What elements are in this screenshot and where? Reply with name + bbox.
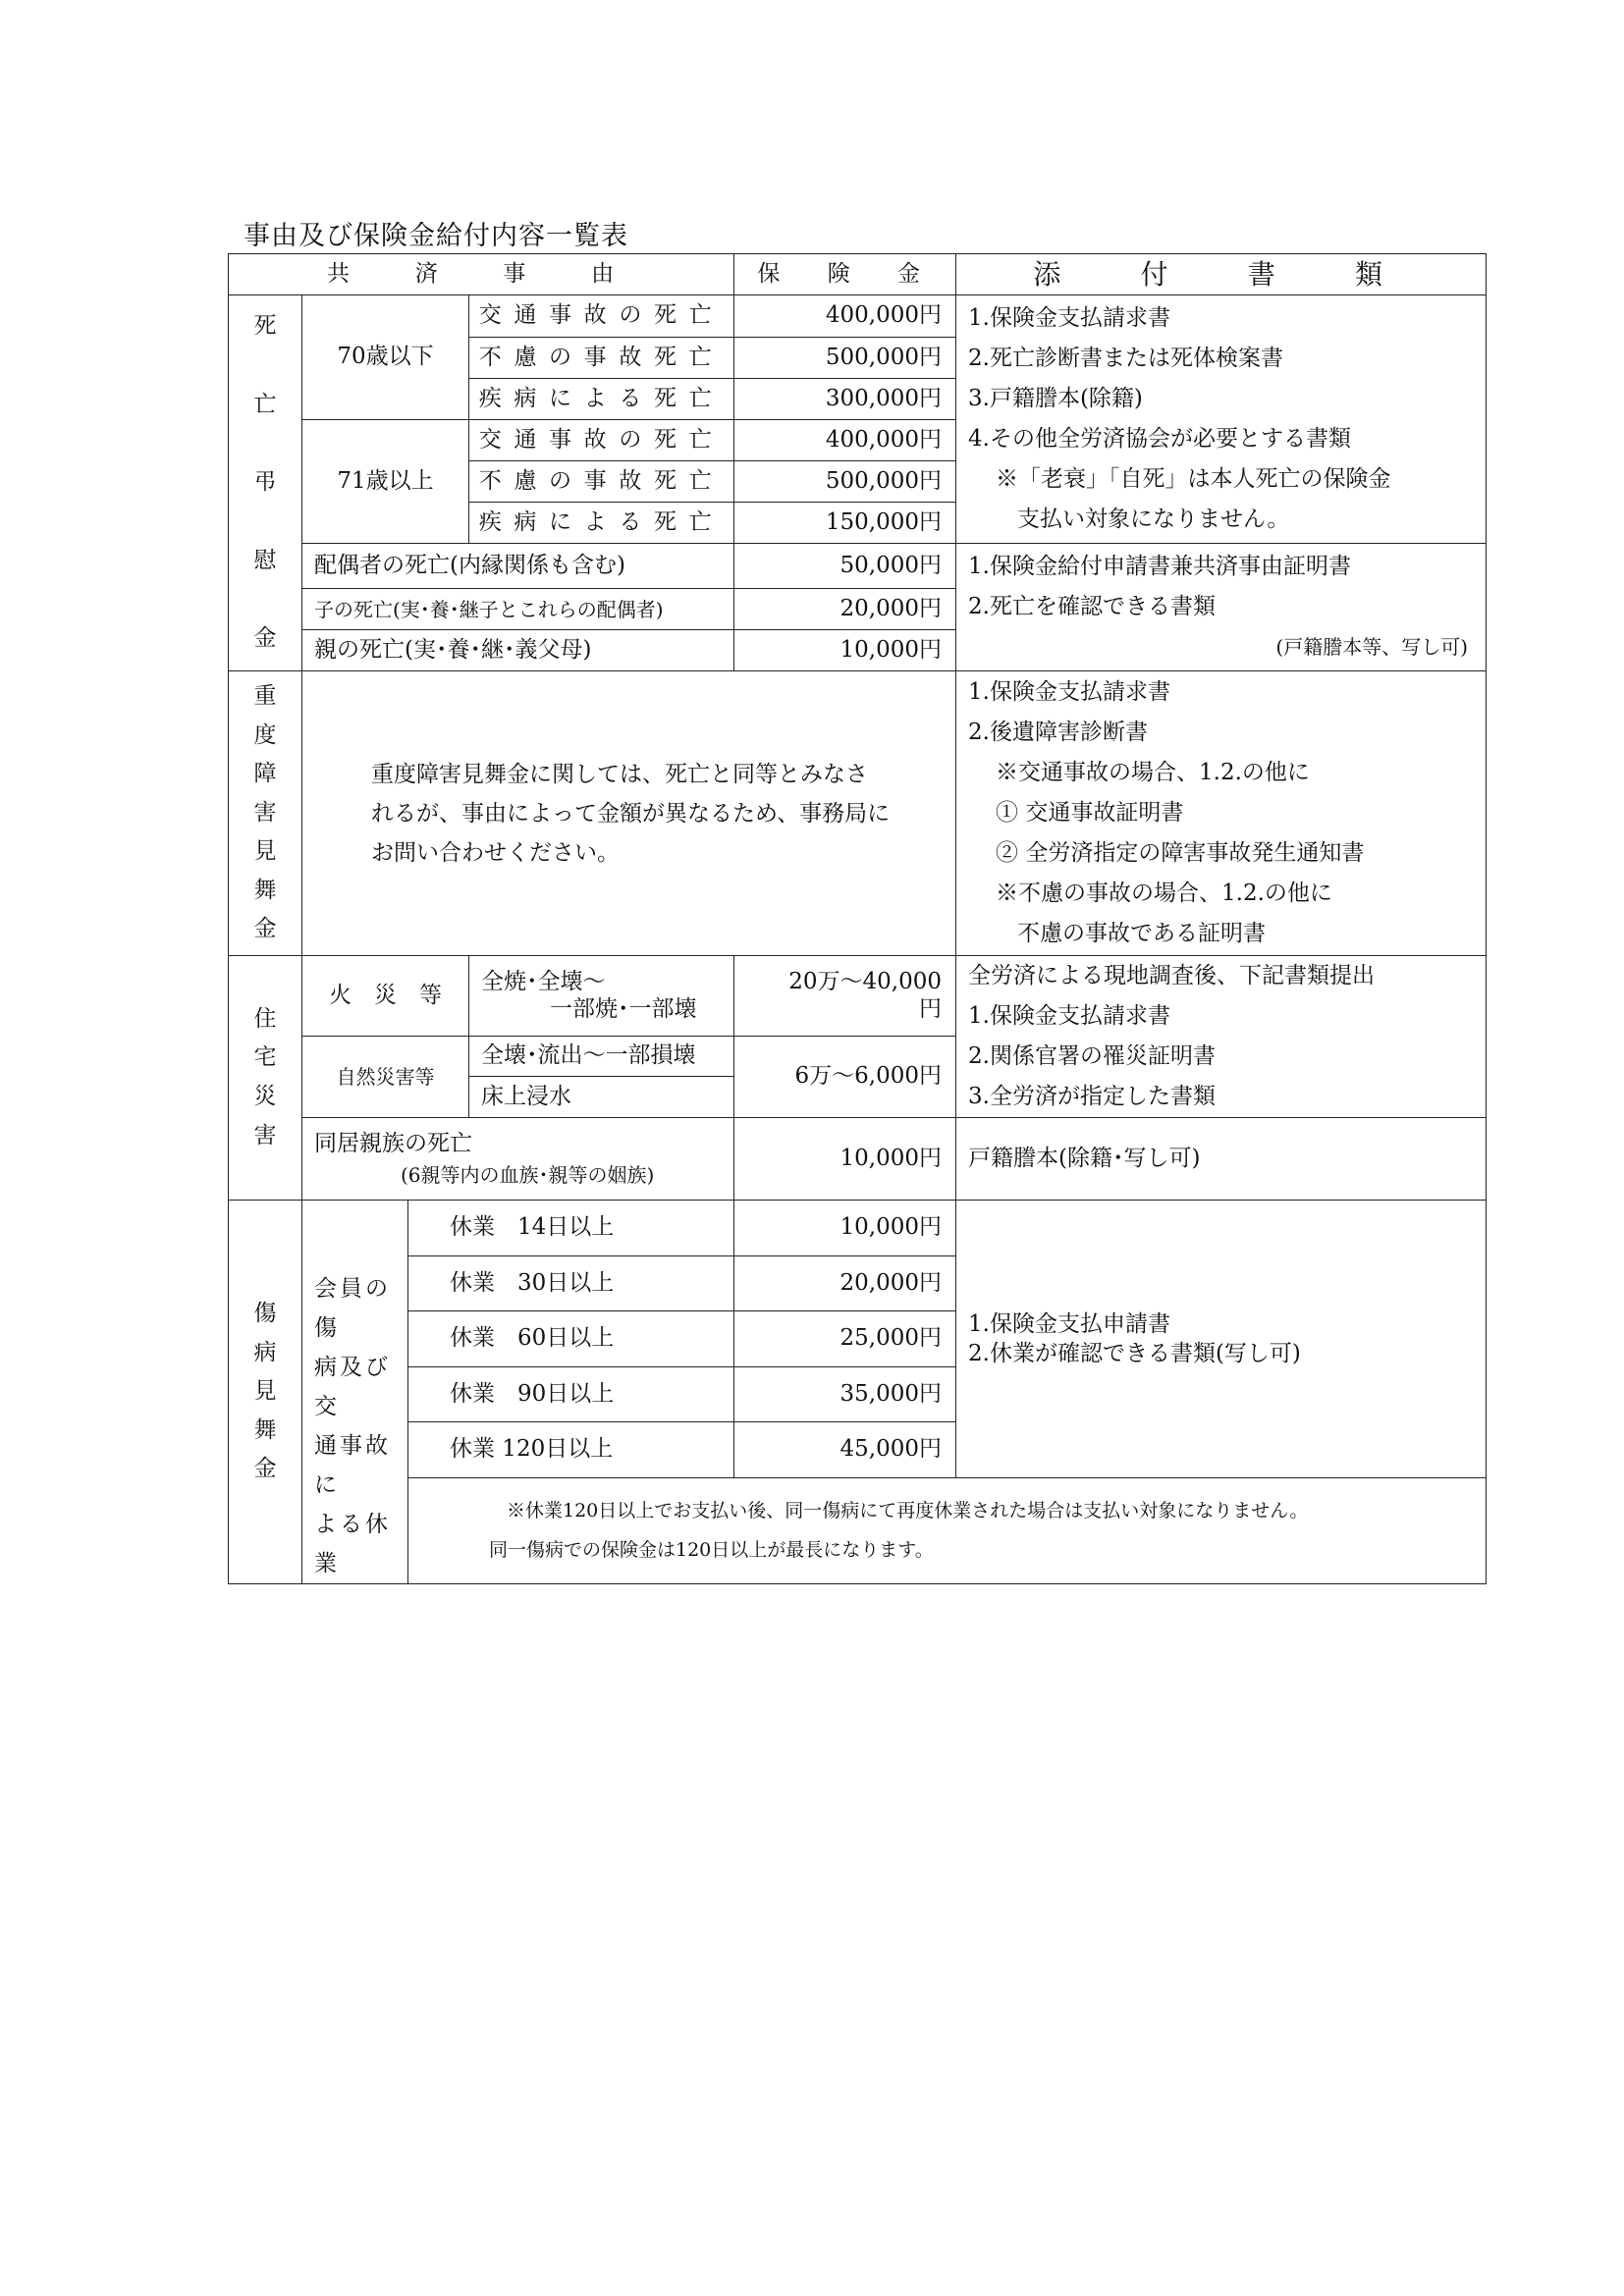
death-section-label: 死 亡 弔 慰 金 [229, 295, 302, 671]
header-reason: 共 済 事 由 [229, 254, 734, 295]
amount-o71-traffic: 400,000円 [734, 420, 956, 461]
injury-days-5: 休業 120日以上 [408, 1422, 734, 1478]
disability-section-label: 重 度 障 害 見 舞 金 [229, 671, 302, 956]
age-over-71: 71歳以上 [302, 420, 469, 544]
disability-documents: 1.保険金支払請求書 2.後遺障害診断書 ※交通事故の場合、1.2.の他に ① 交通事故証明書 ② 全労済指定の障害事故発生通知書 ※不慮の事故の場合、1.2.の他に 不慮の事故である証明書 [956, 671, 1487, 956]
disability-description: 重度障害見舞金に関しては、死亡と同等とみなさ れるが、事由によって金額が異なるため、事務局に お問い合わせください。 [302, 671, 956, 956]
reason-parent-death: 親の死亡(実･養･継･義父母) [302, 630, 734, 671]
document-title: 事由及び保険金給付内容一覧表 [244, 221, 628, 251]
amount-o71-illness: 150,000円 [734, 503, 956, 544]
benefit-table [228, 253, 1487, 1584]
reason-child-death: 子の死亡(実･養･継子とこれらの配偶者) [302, 589, 734, 630]
housing-documents: 全労済による現地調査後、下記書類提出 1.保険金支払請求書 2.関係官署の罹災証明書 3.全労済が指定した書類 [956, 956, 1487, 1118]
reason-accident-death: 不慮の事故死亡 [469, 461, 734, 503]
amount-child: 20,000円 [734, 589, 956, 630]
amount-u70-illness: 300,000円 [734, 379, 956, 420]
amount-spouse: 50,000円 [734, 544, 956, 589]
death-documents: 1.保険金支払請求書 2.死亡診断書または死体検案書 3.戸籍謄本(除籍) 4.その他全労済協会が必要とする書類 ※「老衰」「自死」は本人死亡の保険金 支払い対象になりません。 [956, 295, 1487, 544]
injury-days-2: 休業 30日以上 [408, 1255, 734, 1311]
amount-u70-traffic: 400,000円 [734, 295, 956, 338]
injury-section-label: 傷 病 見 舞 金 [229, 1201, 302, 1584]
injury-note: ※休業120日以上でお支払い後、同一傷病にて再度休業された場合は支払い対象になりません。 同一傷病での保険金は120日以上が最長になります。 [408, 1477, 1487, 1583]
injury-days-1: 休業 14日以上 [408, 1201, 734, 1256]
reason-illness-death: 疾病による死亡 [469, 379, 734, 420]
age-under-70: 70歳以下 [302, 295, 469, 420]
housing-natural-description-2: 床上浸水 [469, 1077, 734, 1118]
injury-amount-5: 45,000円 [734, 1422, 956, 1478]
family-death-documents: 1.保険金給付申請書兼共済事由証明書 2.死亡を確認できる書類 (戸籍謄本等、写し可) [956, 544, 1487, 671]
injury-documents: 1.保険金支払申請書 2.休業が確認できる書類(写し可) [956, 1201, 1487, 1478]
housing-fire-description: 全焼･全壊～ 一部焼･一部壊 [469, 956, 734, 1037]
housing-relative-amount: 10,000円 [734, 1118, 956, 1201]
injury-amount-3: 25,000円 [734, 1311, 956, 1367]
reason-illness-death: 疾病による死亡 [469, 503, 734, 544]
header-amount: 保 険 金 [734, 254, 956, 295]
reason-accident-death: 不慮の事故死亡 [469, 338, 734, 379]
injury-amount-2: 20,000円 [734, 1255, 956, 1311]
housing-fire-amount: 20万～40,000 円 [734, 956, 956, 1037]
reason-spouse-death: 配偶者の死亡(内縁関係も含む) [302, 544, 734, 589]
reason-traffic-death: 交通事故の死亡 [469, 295, 734, 338]
housing-natural-amount: 6万～6,000円 [734, 1037, 956, 1118]
header-documents: 添 付 書 類 [956, 254, 1487, 295]
housing-section-label: 住 宅 災 害 [229, 956, 302, 1201]
housing-natural-label: 自然災害等 [302, 1037, 469, 1118]
injury-reason: 会員の傷 病及び交 通事故に よる休業 [302, 1201, 408, 1584]
amount-o71-accident: 500,000円 [734, 461, 956, 503]
reason-traffic-death: 交通事故の死亡 [469, 420, 734, 461]
housing-natural-description-1: 全壊･流出～一部損壊 [469, 1037, 734, 1077]
amount-u70-accident: 500,000円 [734, 338, 956, 379]
amount-parent: 10,000円 [734, 630, 956, 671]
injury-days-3: 休業 60日以上 [408, 1311, 734, 1367]
housing-fire-label: 火 災 等 [302, 956, 469, 1037]
housing-relative-documents: 戸籍謄本(除籍･写し可) [956, 1118, 1487, 1201]
injury-amount-1: 10,000円 [734, 1201, 956, 1256]
injury-days-4: 休業 90日以上 [408, 1366, 734, 1422]
injury-amount-4: 35,000円 [734, 1366, 956, 1422]
housing-relative-death: 同居親族の死亡 (6親等内の血族･親等の姻族) [302, 1118, 734, 1201]
